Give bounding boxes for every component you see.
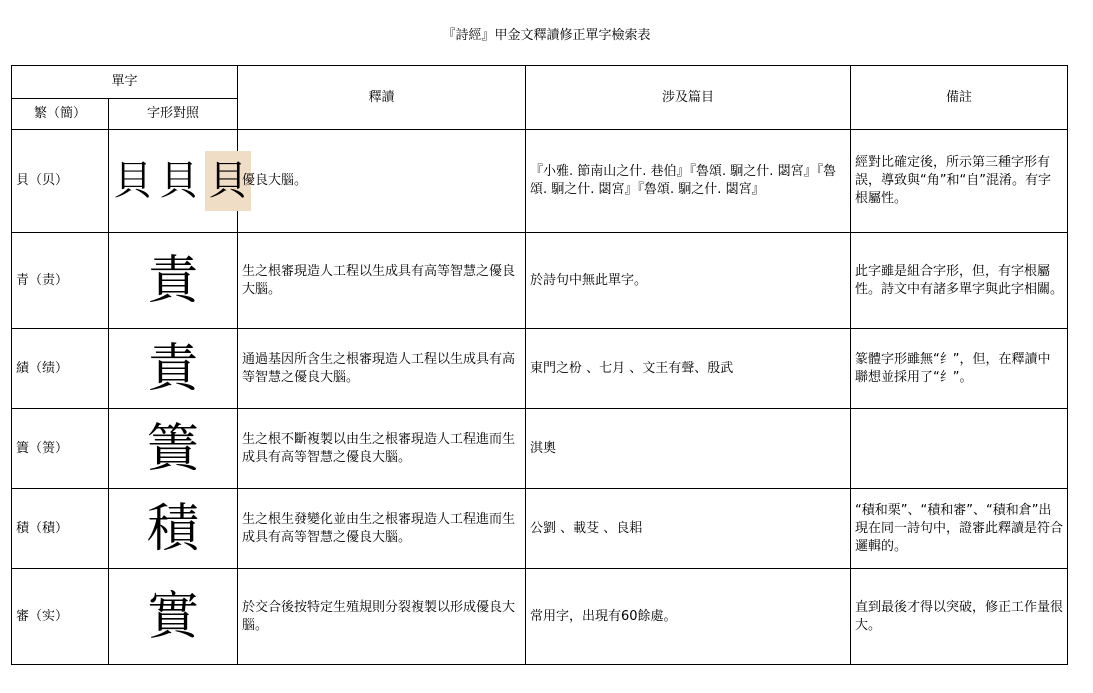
row-char: 積（積） [12,489,109,569]
row-reading: 於交合後按特定生殖規則分裂複製以形成優良大腦。 [238,569,526,665]
page-title: 『詩經』甲金文釋讀修正單字檢索表 [442,28,651,43]
row-reading: 生之根審現造人工程以生成具有高等智慧之優良大腦。 [238,233,526,329]
row-chapters: 常用字，出現有60餘處。 [526,569,851,665]
header-single-char: 單字 [12,66,238,99]
row-glyph-cell [109,489,238,569]
row-chapters: 東門之枌 、七月 、文王有聲、殷武 [526,329,851,409]
row-reading: 生之根生發變化並由生之根審現造人工程進而生成具有高等智慧之優良大腦。 [238,489,526,569]
row-glyph-cell [109,329,238,409]
table-row [12,409,1068,489]
seal-glyph-image: 積 [147,498,200,559]
row-char: 績（绩） [12,329,109,409]
row-reading: 通過基因所含生之根審現造人工程以生成具有高等智慧之優良大腦。 [238,329,526,409]
header-trad-simp: 繁（簡） [12,99,109,130]
search-table [11,65,1068,665]
row-notes: 此字雖是組合字形，但，有字根屬性。詩文中有諸多單字與此字相關。 [851,233,1068,329]
seal-glyph-image: 責 [147,250,200,311]
row-glyph-cell [109,569,238,665]
row-reading: 生之根不斷複製以由生之根審現造人工程進而生成具有高等智慧之優良大腦。 [238,409,526,489]
row-notes: 直到最後才得以突破，修正工作量很大。 [851,569,1068,665]
seal-glyph-image: 責 [147,338,200,399]
table-row [12,489,1068,569]
row-notes: 經對比確定後，所示第三種字形有誤，導致與“角”和“自”混淆。有字根屬性。 [851,130,1068,233]
row-glyph-cell [109,409,238,489]
header-reading: 釋讀 [238,66,526,130]
row-chapters: 於詩句中無此單字。 [526,233,851,329]
row-glyph-cell [109,233,238,329]
row-char: 簀（箦） [12,409,109,489]
seal-glyph-image: 貝 [159,158,199,204]
seal-glyph-image-highlighted: 貝 [205,151,251,211]
row-char: 審（实） [12,569,109,665]
table-row [12,329,1068,409]
row-notes: “積和栗”、“積和審”、“積和倉”出現在同一詩句中，證審此釋讀是符合邏輯的。 [851,489,1068,569]
seal-glyph-image: 簀 [147,418,200,479]
header-row-1 [12,66,1068,99]
row-notes: 篆體字形雖無“纟”，但，在釋讀中聯想並採用了“纟”。 [851,329,1068,409]
seal-glyph-image: 實 [147,586,200,647]
seal-glyph-image: 貝 [113,158,153,204]
table-row [12,569,1068,665]
row-char: 貝（贝） [12,130,109,233]
row-char: 青（责） [12,233,109,329]
row-notes [851,409,1068,489]
row-glyph-cell [109,130,248,233]
header-notes: 備註 [851,66,1068,130]
table-row [12,130,1068,233]
header-chapters: 涉及篇目 [526,66,851,130]
row-chapters: 『小雅. 節南山之什. 巷伯』『魯頌. 駉之什. 閟宮』『魯頌. 駉之什. 閟宮』『魯頌. 駉之什. 閟宮』 [526,130,851,233]
row-chapters: 公劉 、載芟 、良耜 [526,489,851,569]
row-chapters: 淇奧 [526,409,851,489]
table-row [12,233,1068,329]
header-glyph-compare: 字形對照 [109,99,238,130]
row-reading: 優良大腦。 [238,130,526,233]
